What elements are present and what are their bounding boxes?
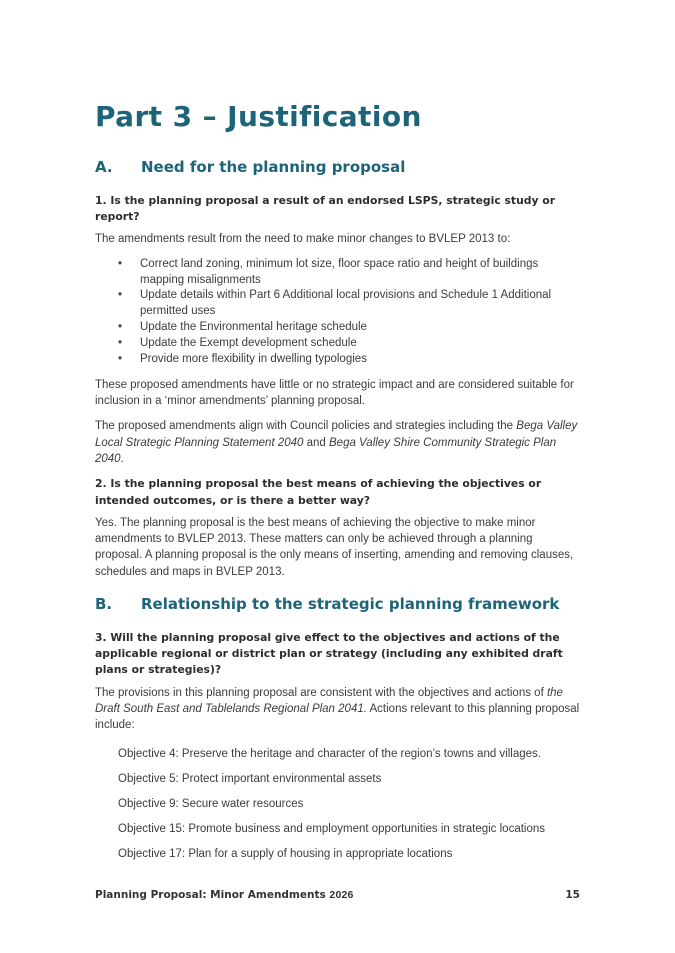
footer-title-text: Planning Proposal: Minor Amendments [95, 889, 326, 901]
q2-paragraph: Yes. The planning proposal is the best means of achieving the objective to make minor amendments to BVLEP 2013. These matters can only be achieved through a planning proposal. A planning proposal is the only means of inserting, amending and removing clauses, schedules and maps in BVLEP 2013. [95, 516, 574, 578]
paragraph-text: The proposed amendments align with Council policies and strategies including the [95, 420, 517, 433]
paragraph-text: The provisions in this planning proposal are consistent with the objectives and actions of [95, 686, 547, 699]
q1-paragraph-1: These proposed amendments have little or no strategic impact and are considered suitable for inclusion in a ‘minor amendments’ planning proposal. [95, 378, 574, 408]
list-item: Objective 15: Promote business and employment opportunities in strategic locations [118, 822, 546, 835]
q3-paragraph [95, 685, 580, 734]
list-item: Objective 4: Preserve the heritage and character of the region’s towns and villages. [118, 747, 541, 760]
list-item: • Update the Exempt development schedule [140, 336, 580, 352]
paragraph-text: Actions relevant to this planning proposal include: [95, 702, 580, 732]
amendments-bullet-list [95, 257, 580, 368]
list-item: • Update details within Part 6 Additional local provisions and Schedule 1 Additional permitted uses [140, 288, 580, 320]
q1-paragraph-2 [95, 418, 580, 467]
page-number: 15 [565, 889, 580, 901]
question-2-block [95, 476, 580, 580]
section-b-heading [95, 595, 580, 613]
cited-plan-title: Bega Valley Shire Community Strategic Plan 2040 [95, 436, 557, 466]
footer-document-title [95, 889, 354, 901]
question-1: 1. Is the planning proposal a result of an endorsed LSPS, strategic study or report? [95, 194, 556, 224]
section-b-letter: B. [95, 595, 113, 614]
footer-year: 2026 [329, 889, 354, 901]
question-2: 2. Is the planning proposal the best means of achieving the objectives or intended outcomes, or is there a better way? [95, 477, 542, 507]
paragraph-text: . [120, 453, 124, 466]
list-item: Objective 9: Secure water resources [118, 797, 304, 810]
list-item: • Update the Environmental heritage schedule [140, 320, 580, 336]
paragraph-text: and [303, 436, 329, 449]
page-footer [95, 889, 580, 901]
section-a-letter: A. [95, 158, 113, 176]
cited-plan-title: the Draft South East and Tablelands Regional Plan 2041. [95, 686, 563, 715]
objectives-list [95, 746, 580, 862]
list-item: Objective 17: Plan for a supply of housing in appropriate locations [118, 847, 453, 860]
list-item: Objective 5: Protect important environmental assets [118, 772, 382, 785]
section-b-title: Relationship to the strategic planning framework [141, 595, 560, 614]
list-item: • Correct land zoning, minimum lot size, floor space ratio and height of buildings mapping misalignments [140, 257, 580, 289]
q1-intro-paragraph: The amendments result from the need to make minor changes to BVLEP 2013 to: [95, 233, 511, 246]
question-3: 3. Will the planning proposal give effect to the objectives and actions of the applicable regional or district plan or strategy (including any exhibited draft plans or strategies)? [95, 631, 563, 677]
cited-plan-title: Bega Valley Local Strategic Planning Statement 2040 [95, 420, 578, 449]
section-a-title: Need for the planning proposal [141, 158, 406, 176]
section-a-heading [95, 158, 580, 176]
page-title: Part 3 – Justification [95, 100, 422, 133]
list-item: • Provide more flexibility in dwelling typologies [140, 352, 580, 368]
